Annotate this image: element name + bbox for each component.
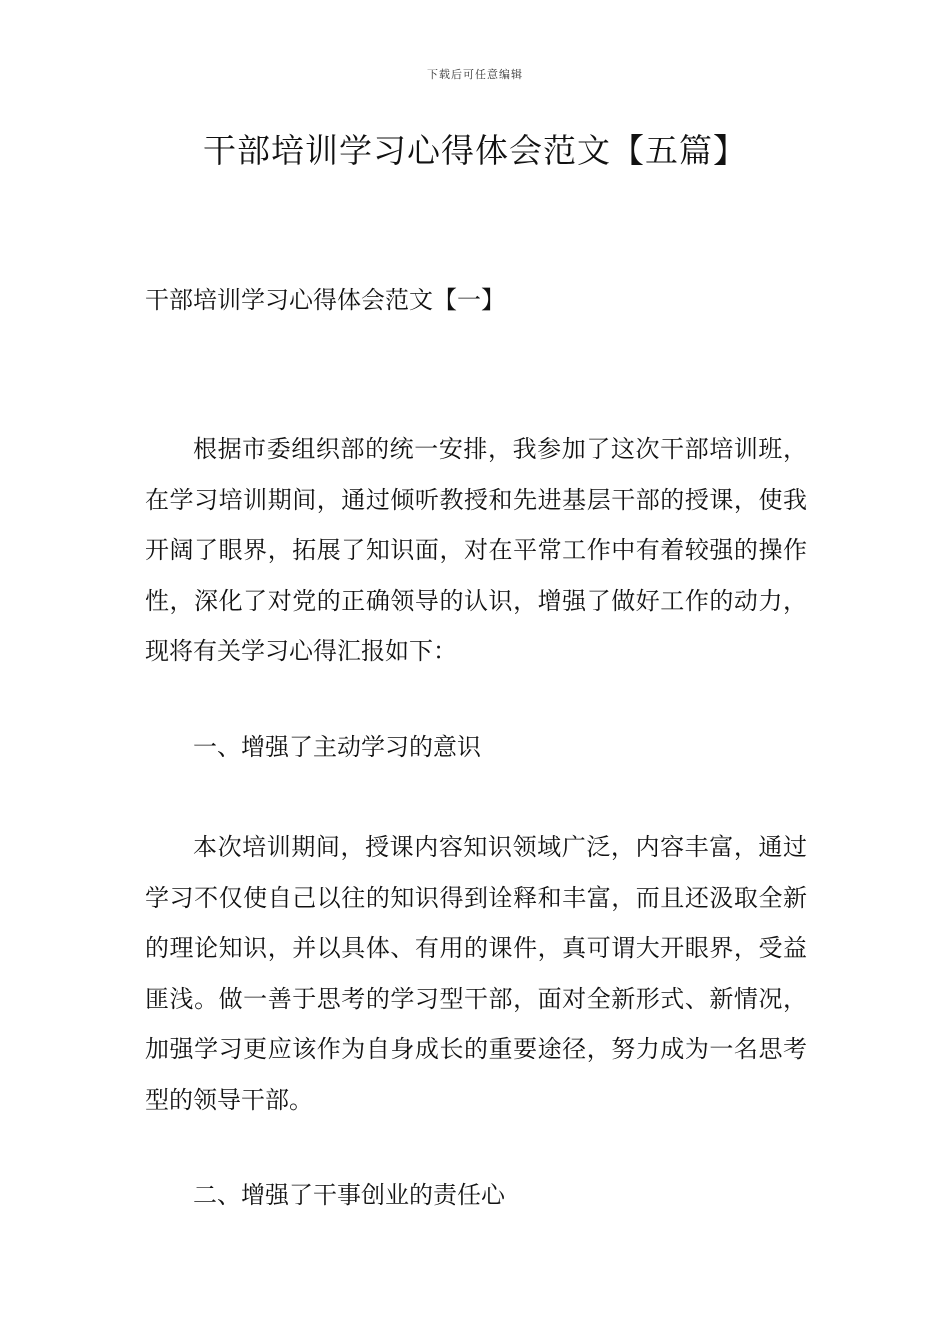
intro-paragraph: 根据市委组织部的统一安排，我参加了这次干部培训班，在学习培训期间，通过倾听教授和先进基层干部的授课，使我开阔了眼界，拓展了知识面，对在平常工作中有着较强的操作性，深化了对党的正确领导的认识，增强了做好工作的动力，现将有关学习心得汇报如下： xyxy=(145,435,807,665)
body-1-block xyxy=(145,822,807,1125)
subheading-1: 一、增强了主动学习的意识 xyxy=(193,733,481,761)
heading-1-block xyxy=(145,722,807,772)
body-paragraph-1: 本次培训期间，授课内容知识领域广泛，内容丰富，通过学习不仅使自己以往的知识得到诠释和丰富，而且还汲取全新的理论知识，并以具体、有用的课件，真可谓大开眼界，受益匪浅。做一善于思考的学习型干部，面对全新形式、新情况，加强学习更应该作为自身成长的重要途径，努力成为一名思考型的领导干部。 xyxy=(145,833,807,1114)
document-title: 干部培训学习心得体会范文【五篇】 xyxy=(203,131,747,170)
subheading-2: 二、增强了干事创业的责任心 xyxy=(193,1181,505,1209)
intro-block xyxy=(145,424,807,677)
heading-2-block xyxy=(145,1170,807,1220)
section-title: 干部培训学习心得体会范文【一】 xyxy=(145,286,505,314)
header-note: 下载后可任意编辑 xyxy=(427,68,523,81)
